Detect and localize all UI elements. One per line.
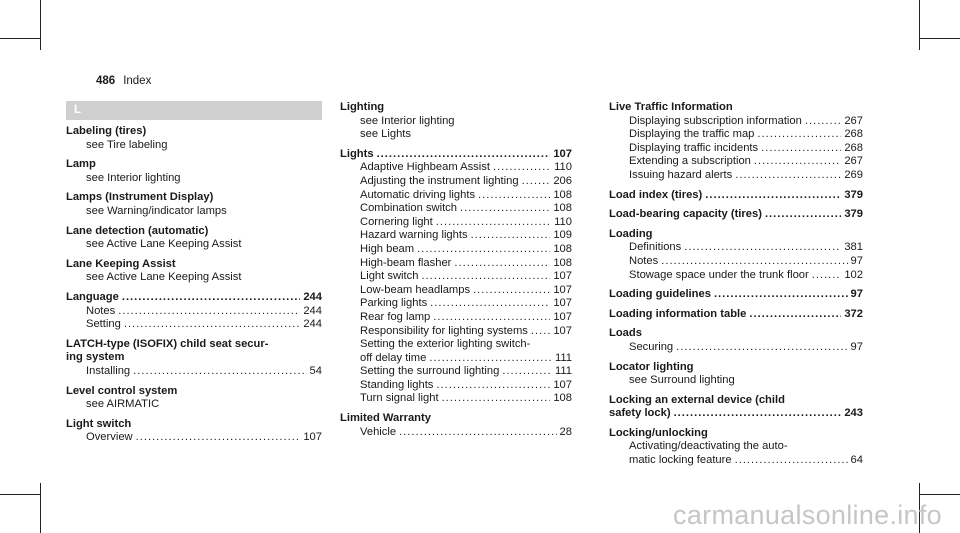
dot-leader (761, 142, 841, 156)
subentry-text: Displaying the traffic map (629, 128, 755, 141)
page-reference: 379 (844, 188, 863, 201)
page-number: 486 (96, 75, 116, 87)
subentry-row (340, 284, 572, 298)
subentry-text: see Lights (360, 128, 411, 141)
page-reference: 108 (553, 392, 572, 405)
dot-leader (661, 255, 847, 269)
index-entry (609, 327, 863, 354)
subentry-text: Displaying traffic incidents (629, 141, 759, 154)
entry-title-row (609, 288, 863, 302)
crop-mark (40, 483, 41, 533)
index-entry (609, 394, 863, 421)
page-reference: 102 (844, 268, 863, 281)
index-column-3 (609, 101, 863, 468)
dot-leader (757, 128, 841, 142)
dot-leader (735, 169, 841, 183)
entry-title: safety lock) (609, 407, 671, 420)
subentry-text: Standing lights (360, 378, 434, 391)
subentry-text: see Active Lane Keeping Assist (86, 238, 242, 251)
entry-title: Lamp (66, 158, 96, 171)
subentry-row (340, 257, 572, 271)
index-entry (609, 308, 863, 322)
subentry-text: see Warning/indicator lamps (86, 204, 227, 217)
page-reference: 267 (844, 114, 863, 127)
page-reference: 107 (303, 431, 322, 444)
page-reference: 109 (553, 229, 572, 242)
entry-title: Level control system (66, 384, 178, 397)
entry-title-row (340, 148, 572, 162)
subentry-text: see Tire labeling (86, 138, 168, 151)
index-entry (609, 228, 863, 282)
dot-leader (442, 392, 551, 406)
subentry-text: High-beam flasher (360, 256, 452, 269)
page-reference: 97 (850, 340, 863, 353)
subentry-text: Setting the surround lighting (360, 365, 500, 378)
entry-title: Loading information table (609, 307, 747, 320)
dot-leader (377, 148, 551, 162)
subentry-row (609, 454, 863, 468)
dot-leader (749, 308, 841, 322)
page-reference: 108 (553, 188, 572, 201)
dot-leader (812, 269, 842, 283)
subentry-text: Setting (86, 318, 121, 331)
subentry-text: Securing (629, 340, 674, 353)
subentry-text: see Interior lighting (360, 114, 455, 127)
page-reference: 97 (850, 254, 863, 267)
entry-title: Locking an external device (child (609, 393, 785, 406)
dot-leader (478, 189, 550, 203)
entry-title: Locator lighting (609, 360, 694, 373)
subentry-text: Rear fog lamp (360, 310, 431, 323)
subentry-text: Parking lights (360, 297, 428, 310)
index-entry (66, 191, 322, 218)
subentry-text: Combination switch (360, 202, 458, 215)
entry-title: Lane Keeping Assist (66, 257, 176, 270)
subentry-text: Extending a subscription (629, 155, 751, 168)
subentry-row (609, 115, 863, 129)
index-entry (340, 101, 572, 142)
subentry-text: Vehicle (360, 425, 397, 438)
subentry-row (609, 241, 863, 255)
subentry-text: Hazard warning lights (360, 229, 468, 242)
subentry-row (340, 392, 572, 406)
index-entry (66, 385, 322, 412)
entry-title-row (66, 291, 322, 305)
index-column-1 (66, 101, 322, 445)
subentry-text: see AIRMATIC (86, 398, 160, 411)
index-entry (66, 258, 322, 285)
subentry-row (609, 255, 863, 269)
page-reference: 108 (553, 256, 572, 269)
subentry-text: off delay time (360, 351, 427, 364)
letter-heading: L (66, 101, 322, 120)
page-reference: 107 (553, 283, 572, 296)
subentry-text: Stowage space under the trunk floor (629, 268, 809, 281)
index-entry (609, 101, 863, 183)
subentry-row (609, 128, 863, 142)
subentry-row (340, 189, 572, 203)
subentry-row (609, 169, 863, 183)
subentry-row (66, 365, 322, 379)
subentry-text: see Active Lane Keeping Assist (86, 271, 242, 284)
crop-mark (919, 0, 920, 50)
watermark: carmanualsonline.info (673, 500, 942, 530)
page-reference: 108 (553, 202, 572, 215)
subentry-text: Notes (629, 254, 659, 267)
dot-leader (684, 241, 841, 255)
page-reference: 107 (553, 310, 572, 323)
entry-title-row (609, 407, 863, 421)
page-reference: 64 (850, 454, 863, 467)
subentry-row (609, 341, 863, 355)
subentry-row (340, 352, 572, 366)
index-entry (66, 338, 322, 379)
page-reference: 244 (303, 304, 322, 317)
page-reference: 97 (850, 288, 863, 301)
subentry-text: Activating/deactivating the auto- (629, 440, 788, 453)
page-reference: 110 (554, 161, 572, 174)
dot-leader (471, 229, 551, 243)
index-entry (66, 418, 322, 445)
subentry-row (340, 270, 572, 284)
entry-title: LATCH-type (ISOFIX) child seat secur- (66, 337, 269, 350)
crop-mark (0, 494, 40, 495)
subentry-text: matic locking feature (629, 454, 732, 467)
page-reference: 379 (844, 208, 863, 221)
page-reference: 54 (309, 364, 322, 377)
crop-mark (920, 494, 960, 495)
subentry-row (66, 318, 322, 332)
entry-title: Lane detection (automatic) (66, 224, 209, 237)
page-reference: 111 (554, 351, 572, 364)
subentry-text: Adaptive Highbeam Assist (360, 161, 490, 174)
page-reference: 107 (553, 147, 572, 160)
index-entry (66, 225, 322, 252)
subentry-row (340, 311, 572, 325)
subentry-row (609, 155, 863, 169)
dot-leader (454, 257, 550, 271)
subentry-row (340, 379, 572, 393)
entry-title: Light switch (66, 417, 132, 430)
page-reference: 267 (844, 155, 863, 168)
dot-leader (421, 270, 550, 284)
dot-leader (133, 365, 306, 379)
subentry-text: Displaying subscription information (629, 114, 802, 127)
entry-title: Lights (340, 147, 374, 160)
dot-leader (136, 431, 301, 445)
dot-leader (805, 115, 841, 129)
dot-leader (124, 318, 300, 332)
dot-leader (430, 297, 550, 311)
dot-leader (436, 216, 551, 230)
entry-title: ing system (66, 351, 125, 364)
page-header (96, 75, 151, 87)
page-reference: 243 (844, 407, 863, 420)
page-reference: 269 (844, 168, 863, 181)
subentry-row (340, 161, 572, 175)
index-entry (66, 291, 322, 332)
subentry-text: Issuing hazard alerts (629, 168, 733, 181)
page-reference: 244 (303, 318, 322, 331)
subentry-row (340, 426, 572, 440)
page-reference: 268 (844, 128, 863, 141)
page-reference: 28 (559, 425, 572, 438)
dot-leader (473, 284, 550, 298)
index-entry (609, 288, 863, 302)
dot-leader (122, 291, 300, 305)
index-entry (609, 189, 863, 203)
page-reference: 107 (553, 324, 572, 337)
subentry-text: Adjusting the instrument lighting (360, 174, 519, 187)
dot-leader (417, 243, 550, 257)
page-reference: 372 (844, 307, 863, 320)
page-reference: 111 (554, 365, 572, 378)
subentry-row (66, 305, 322, 319)
dot-leader (429, 352, 552, 366)
page-reference: 107 (553, 378, 572, 391)
dot-leader (502, 365, 552, 379)
dot-leader (493, 161, 551, 175)
page-reference: 107 (553, 297, 572, 310)
subentry-text: Low-beam headlamps (360, 283, 471, 296)
subentry-row (340, 365, 572, 379)
entry-title-row (609, 189, 863, 203)
subentry-text: Cornering light (360, 215, 433, 228)
dot-leader (118, 305, 300, 319)
subentry-row (66, 431, 322, 445)
subentry-text: Overview (86, 431, 133, 444)
index-entry (340, 148, 572, 406)
crop-mark (920, 38, 960, 39)
page-reference: 268 (844, 141, 863, 154)
page-reference: 110 (554, 215, 572, 228)
entry-title-row (609, 308, 863, 322)
entry-title: Lighting (340, 101, 385, 113)
entry-title-row (609, 208, 863, 222)
subentry-row (340, 325, 572, 339)
dot-leader (399, 426, 556, 440)
entry-title: Labeling (tires) (66, 125, 147, 137)
subentry-row (340, 243, 572, 257)
index-entry (609, 427, 863, 468)
subentry-row (340, 175, 572, 189)
subentry-row (340, 229, 572, 243)
section-title: Index (123, 75, 152, 87)
index-entry (609, 361, 863, 388)
index-column-2 (340, 101, 572, 439)
subentry-text: Automatic driving lights (360, 188, 476, 201)
subentry-text: Responsibility for lighting systems (360, 324, 528, 337)
dot-leader (460, 202, 550, 216)
entry-title: Lamps (Instrument Display) (66, 191, 214, 204)
entry-title: Load index (tires) (609, 188, 703, 201)
subentry-row (340, 202, 572, 216)
subentry-text: Light switch (360, 270, 419, 283)
entry-title: Live Traffic Information (609, 101, 733, 113)
index-entry (66, 158, 322, 185)
entry-title: Load-bearing capacity (tires) (609, 208, 762, 221)
subentry-row (609, 269, 863, 283)
index-entry (609, 208, 863, 222)
subentry-text: Notes (86, 304, 116, 317)
entry-title: Loading guidelines (609, 288, 711, 301)
index-entry (66, 125, 322, 152)
index-entry (340, 412, 572, 439)
dot-leader (714, 288, 848, 302)
page-reference: 206 (553, 174, 572, 187)
entry-title: Limited Warranty (340, 412, 431, 425)
dot-leader (674, 407, 842, 421)
subentry-text: Setting the exterior lighting switch- (360, 338, 531, 351)
subentry-text: Installing (86, 364, 131, 377)
dot-leader (436, 379, 550, 393)
subentry-row (609, 142, 863, 156)
dot-leader (735, 454, 848, 468)
dot-leader (433, 311, 550, 325)
subentry-text: see Interior lighting (86, 171, 181, 184)
subentry-text: Definitions (629, 241, 682, 254)
entry-title: Language (66, 290, 119, 303)
subentry-row (340, 297, 572, 311)
crop-mark (40, 0, 41, 50)
subentry-text: High beam (360, 242, 415, 255)
entry-title: Loads (609, 327, 642, 340)
crop-mark (0, 38, 40, 39)
subentry-text: Turn signal light (360, 392, 439, 405)
page-reference: 108 (553, 242, 572, 255)
page-reference: 107 (553, 270, 572, 283)
entry-title: Loading (609, 227, 653, 240)
dot-leader (754, 155, 841, 169)
subentry-row (340, 216, 572, 230)
dot-leader (705, 189, 841, 203)
page-reference: 244 (303, 290, 322, 303)
dot-leader (676, 341, 847, 355)
dot-leader (531, 325, 550, 339)
page-reference: 381 (844, 241, 863, 254)
dot-leader (765, 208, 841, 222)
entry-title: Locking/unlocking (609, 426, 708, 439)
subentry-text: see Surround lighting (629, 374, 735, 387)
dot-leader (522, 175, 551, 189)
